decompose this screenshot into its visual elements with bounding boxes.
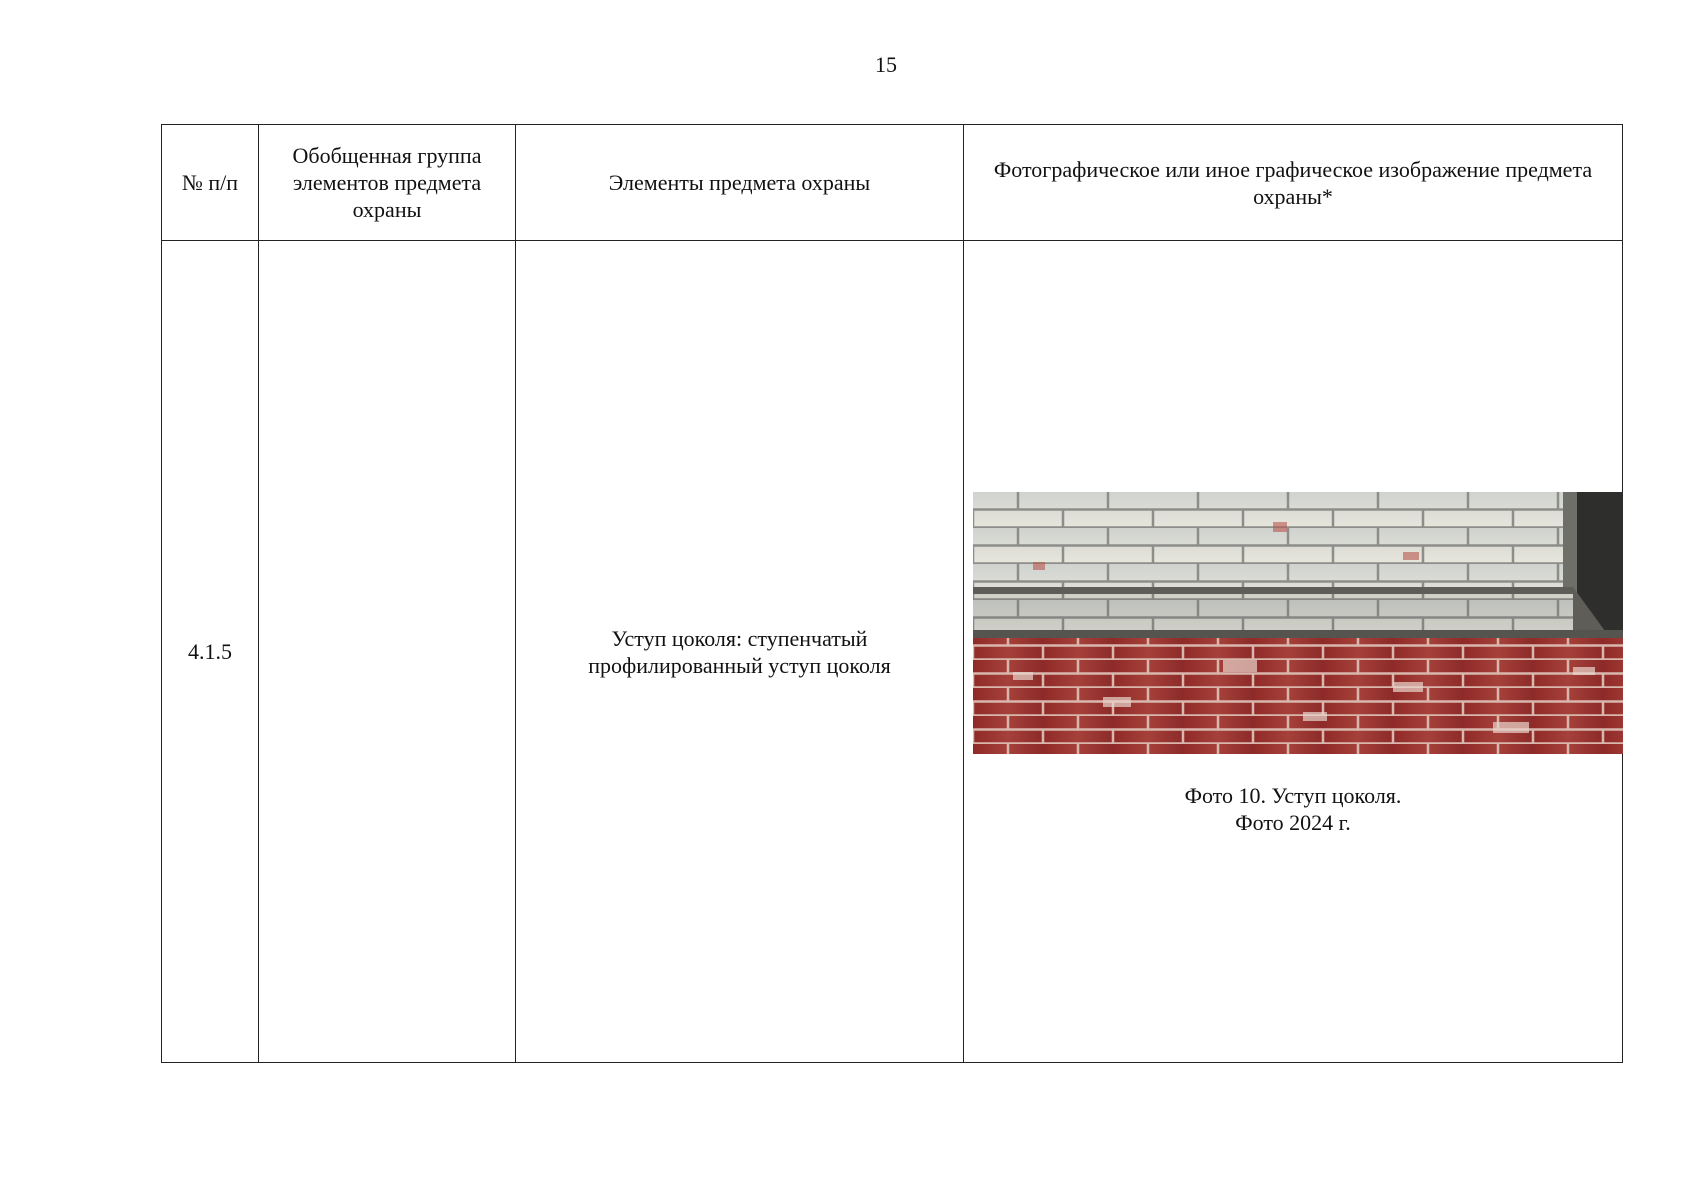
caption-line-2: Фото 2024 г. bbox=[1235, 809, 1351, 835]
table-header-row bbox=[162, 125, 1623, 241]
row-photo-cell bbox=[964, 241, 1623, 1063]
caption-line-1: Фото 10. Уступ цоколя. bbox=[1184, 782, 1402, 808]
photo-caption bbox=[1185, 782, 1402, 836]
header-group: Обобщенная группа элементов предмета охраны bbox=[259, 125, 516, 241]
header-image: Фотографическое или иное графическое изображение предмета охраны* bbox=[964, 125, 1623, 241]
row-group bbox=[259, 241, 516, 1063]
row-elements: Уступ цоколя: ступенчатый профилированный уступ цоколя bbox=[516, 241, 964, 1063]
photo-block bbox=[964, 468, 1622, 836]
protection-subject-table bbox=[161, 124, 1623, 1063]
table-row bbox=[162, 241, 1623, 1063]
brick-wall-photo bbox=[973, 492, 1623, 754]
header-number: № п/п bbox=[162, 125, 259, 241]
page-number: 15 bbox=[875, 52, 897, 77]
header-elements: Элементы предмета охраны bbox=[516, 125, 964, 241]
row-number: 4.1.5 bbox=[162, 241, 259, 1063]
